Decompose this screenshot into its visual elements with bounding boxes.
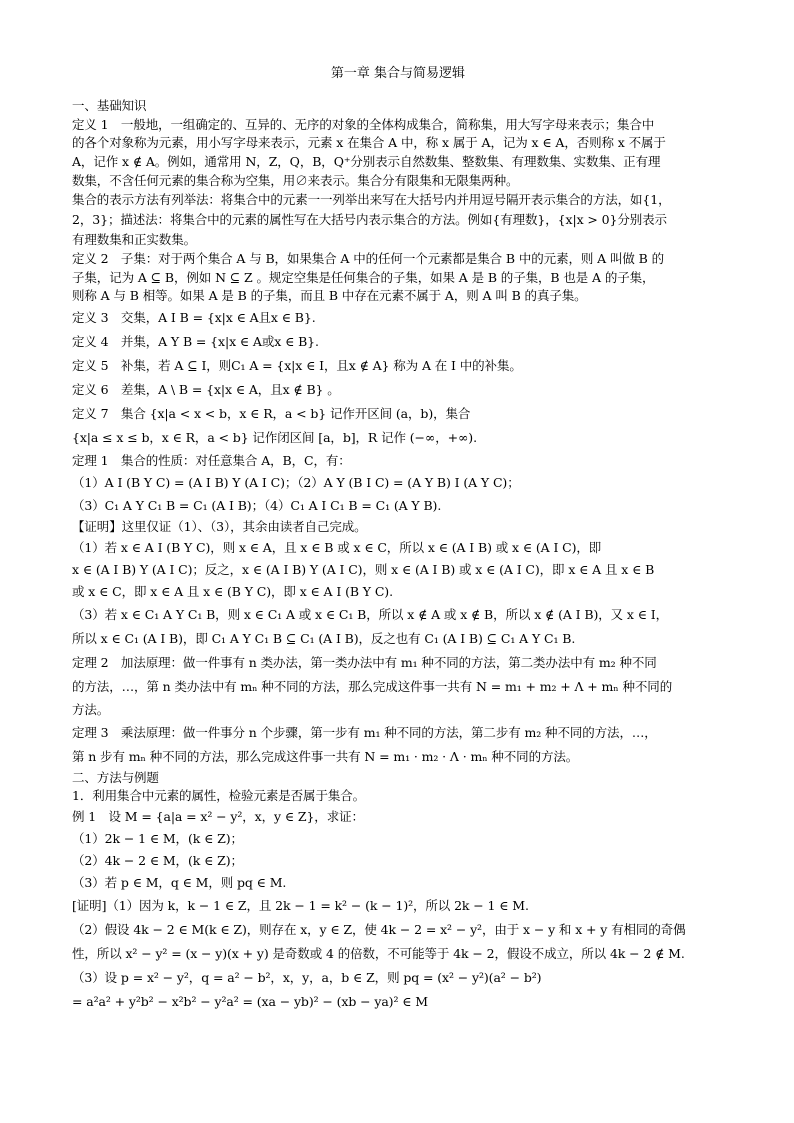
- text-line: 1．利用集合中元素的属性，检验元素是否属于集合。: [72, 788, 366, 804]
- text-line: 则称 A 与 B 相等。如果 A 是 B 的子集，而且 B 中存在元素不属于 A，则 A 叫 B 的真子集。: [72, 288, 587, 304]
- text-line: （3）设 p = x² − y²，q = a² − b²，x，y，a，b ∈ Z，则 pq = (x² − y²)(a² − b²): [72, 970, 542, 986]
- text-line: A，记作 x ∉ A。例如，通常用 N，Z，Q，B，Q⁺分别表示自然数集、整数集、有理数集、实数集、正有理: [72, 154, 661, 170]
- text-line: 一、基础知识: [72, 98, 147, 113]
- text-line: （1）2k − 1 ∈ M，(k ∈ Z)；: [72, 831, 243, 847]
- text-line: 集合的表示方法有列举法：将集合中的元素一一列举出来写在大括号内并用逗号隔开表示集合的方法，如{1，: [72, 191, 671, 207]
- text-line: 定义 3 交集，A I B = {x|x ∈ A且x ∈ B}.: [72, 310, 316, 326]
- text-line: 定理 3 乘法原理：做一件事分 n 个步骤，第一步有 m₁ 种不同的方法，第二步有 m₂ 种不同的方法，…，: [72, 724, 657, 740]
- text-line: [证明]（1）因为 k，k − 1 ∈ Z，且 2k − 1 = k² − (k − 1)²，所以 2k − 1 ∈ M.: [72, 898, 529, 914]
- text-line: 所以 x ∈ C₁ (A I B)，即 C₁ A Y C₁ B ⊆ C₁ (A I B)，反之也有 C₁ (A I B) ⊆ C₁ A Y C₁ B.: [72, 630, 576, 646]
- text-line: （2）4k − 2 ∈ M，(k ∈ Z)；: [72, 853, 243, 869]
- document-body: [72, 97, 724, 1014]
- text-line: 定理 1 集合的性质：对任意集合 A，B，C，有：: [72, 453, 351, 469]
- text-line: 二、方法与例题: [72, 769, 159, 785]
- text-line: 定义 1 一般地，一组确定的、互异的、无序的对象的全体构成集合，简称集，用大写字母来表示；集合中: [72, 116, 655, 132]
- text-line: （2）假设 4k − 2 ∈ M(k ∈ Z)，则存在 x，y ∈ Z，使 4k − 2 = x² − y²，由于 x − y 和 x + y 有相同的奇偶: [72, 922, 686, 938]
- text-line: 定义 5 补集，若 A ⊆ I，则C₁ A = {x|x ∈ I，且x ∉ A} 称为 A 在 I 中的补集。: [72, 358, 522, 374]
- text-line: 有理数集和正实数集。: [72, 232, 197, 248]
- text-line: = a²a² + y²b² − x²b² − y²a² = (xa − yb)² − (xb − ya)² ∈ M: [72, 994, 428, 1010]
- document-page: [72, 62, 724, 1014]
- text-line: 第 n 步有 mₙ 种不同的方法，那么完成这件事一共有 N = m₁ · m₂ · Λ · mₙ 种不同的方法。: [72, 748, 579, 764]
- text-line: 定理 2 加法原理：做一件事有 n 类办法，第一类办法中有 m₁ 种不同的方法，第二类办法中有 m₂ 种不同: [72, 654, 657, 670]
- text-line: 或 x ∈ C，即 x ∈ A 且 x ∈ (B Y C)，即 x ∈ A I (B Y C).: [72, 583, 393, 599]
- chapter-title: 第一章 集合与简易逻辑: [330, 66, 466, 81]
- text-line: 定义 6 差集，A \ B = {x|x ∈ A，且x ∉ B} 。: [72, 382, 340, 398]
- text-line: 的方法，…，第 n 类办法中有 mₙ 种不同的方法，那么完成这件事一共有 N = m₁ + m₂ + Λ + mₙ 种不同的: [72, 678, 673, 694]
- text-line: （3）C₁ A Y C₁ B = C₁ (A I B)；（4）C₁ A I C₁ B = C₁ (A Y B).: [72, 498, 442, 514]
- text-line: 定义 2 子集：对于两个集合 A 与 B，如果集合 A 中的任何一个元素都是集合 B 中的元素，则 A 叫做 B 的: [72, 250, 664, 266]
- text-line: 子集，记为 A ⊆ B，例如 N ⊆ Z 。规定空集是任何集合的子集，如果 A 是 B 的子集，B 也是 A 的子集，: [72, 269, 655, 285]
- text-line: 数集，不含任何元素的集合称为空集，用∅来表示。集合分有限集和无限集两种。: [72, 172, 519, 188]
- text-line: （1）A I (B Y C) = (A I B) Y (A I C)；（2）A Y (B I C) = (A Y B) I (A Y C)；: [72, 475, 520, 491]
- text-line: 例 1 设 M = {a|a = x² − y²，x，y ∈ Z}，求证：: [72, 809, 364, 825]
- text-line: （3）若 x ∈ C₁ A Y C₁ B，则 x ∈ C₁ A 或 x ∈ C₁ B，所以 x ∉ A 或 x ∉ B，所以 x ∉ (A I B)，又 x ∈ I，: [72, 606, 668, 622]
- text-line: 性，所以 x² − y² = (x − y)(x + y) 是奇数或 4 的倍数，不可能等于 4k − 2，假设不成立，所以 4k − 2 ∉ M.: [72, 946, 685, 962]
- text-line: 定义 7 集合 {x|a < x < b，x ∈ R，a < b} 记作开区间 (a，b)，集合: [72, 406, 471, 422]
- text-line: （3）若 p ∈ M，q ∈ M，则 pq ∈ M.: [72, 875, 287, 891]
- text-line: 定义 4 并集，A Y B = {x|x ∈ A或x ∈ B}.: [72, 334, 319, 350]
- text-line: {x|a ≤ x ≤ b，x ∈ R，a < b} 记作闭区间 [a，b]，R 记作 (−∞，+∞).: [72, 430, 477, 446]
- text-line: 方法。: [72, 701, 110, 717]
- text-line: 【证明】这里仅证（1）、（3），其余由读者自己完成。: [72, 519, 367, 535]
- text-line: 2，3}；描述法：将集合中的元素的属性写在大括号内表示集合的方法。例如{有理数}，{x|x > 0}分别表示: [72, 212, 667, 228]
- text-line: 的各个对象称为元素，用小写字母来表示，元素 x 在集合 A 中，称 x 属于 A，记为 x ∈ A，否则称 x 不属于: [72, 135, 666, 151]
- text-line: x ∈ (A I B) Y (A I C)；反之，x ∈ (A I B) Y (A I C)，则 x ∈ (A I B) 或 x ∈ (A I C)，即 x ∈ A 且 x ∈ B: [72, 561, 655, 577]
- text-line: （1）若 x ∈ A I (B Y C)，则 x ∈ A，且 x ∈ B 或 x ∈ C，所以 x ∈ (A I B) 或 x ∈ (A I C)，即: [72, 539, 602, 555]
